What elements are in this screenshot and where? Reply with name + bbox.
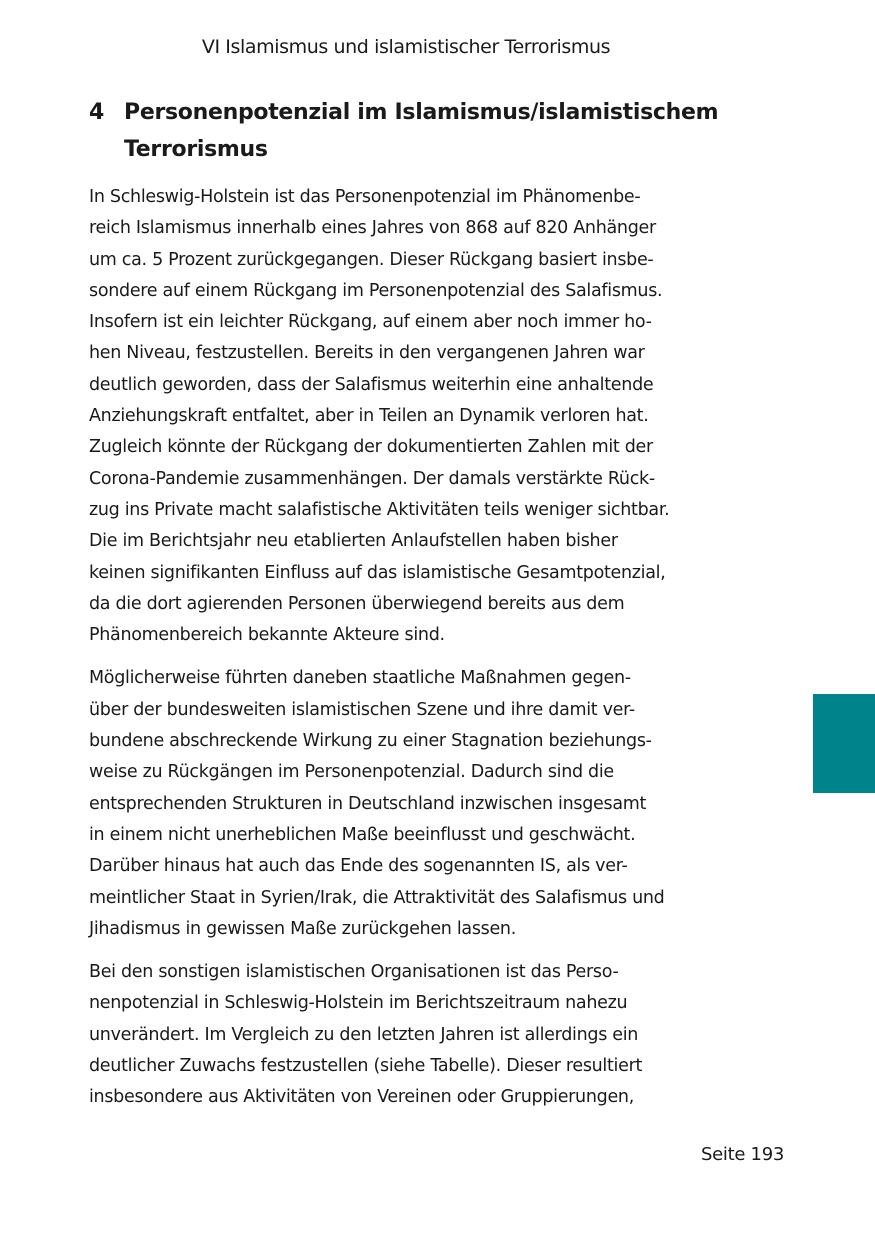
running-header: VI Islamismus und islamistischer Terrorismus [201,36,611,58]
text-line: insbesondere aus Aktivitäten von Vereinen oder Gruppierungen, [89,1087,634,1108]
section-heading [89,94,779,168]
section-number: 4 [89,100,105,125]
text-line: Anziehungskraft entfaltet, aber in Teilen an Dynamik verloren hat. [89,406,649,427]
text-line: in einem nicht unerheblichen Maße beeinflusst und geschwächt. [89,824,636,845]
text-line: Darüber hinaus hat auch das Ende des sogenannten IS, als ver- [89,856,628,877]
text-line: Corona-Pandemie zusammenhängen. Der damals verstärkte Rück- [89,468,655,489]
text-line: Insofern ist ein leichter Rückgang, auf einem aber noch immer ho- [89,312,652,333]
text-line: Zugleich könnte der Rückgang der dokumentierten Zahlen mit der [89,437,653,458]
page-number: Seite 193 [700,1144,784,1165]
text-line: über der bundesweiten islamistischen Szene und ihre damit ver- [89,699,635,720]
body-text [89,182,749,1114]
text-line: Bei den sonstigen islamistischen Organisationen ist das Perso- [89,962,619,983]
text-line: weise zu Rückgängen im Personenpotenzial. Dadurch sind die [89,762,614,783]
text-line: In Schleswig-Holstein ist das Personenpotenzial im Phänomenbe- [89,187,641,207]
text-line: nenpotenzial in Schleswig-Holstein im Berichtszeitraum nahezu [89,993,628,1014]
paragraph [89,663,749,945]
text-line: reich Islamismus innerhalb eines Jahres von 868 auf 820 Anhänger [89,218,656,239]
text-line: entsprechenden Strukturen in Deutschland inzwischen insgesamt [89,793,647,814]
text-line: da die dort agierenden Personen überwiegend bereits aus dem [89,593,625,614]
text-line: um ca. 5 Prozent zurückgegangen. Dieser Rückgang basiert insbe- [89,249,654,270]
paragraph [89,182,749,651]
text-line: Die im Berichtsjahr neu etablierten Anlaufstellen haben bisher [89,531,618,552]
text-line: unverändert. Im Vergleich zu den letzten Jahren ist allerdings ein [89,1024,639,1045]
text-line: bundene abschreckende Wirkung zu einer Stagnation beziehungs- [89,731,652,752]
text-line: Phänomenbereich bekannte Akteure sind. [89,625,445,646]
section-title-line: Personenpotenzial im Islamismus/islamistischem [124,100,719,125]
text-line: deutlicher Zuwachs festzustellen (siehe Tabelle). Dieser resultiert [89,1056,643,1077]
text-line: hen Niveau, festzustellen. Bereits in den vergangenen Jahren war [89,343,645,364]
text-line: keinen signifikanten Einfluss auf das islamistische Gesamtpotenzial, [89,562,666,583]
text-line: sondere auf einem Rückgang im Personenpotenzial des Salafismus. [89,280,663,301]
section-title-line: Terrorismus [124,137,268,162]
chapter-tab-marker [813,694,875,793]
text-line: zug ins Private macht salafistische Aktivitäten teils weniger sichtbar. [89,499,670,520]
text-line: Jihadismus in gewissen Maße zurückgehen lassen. [89,918,516,939]
paragraph [89,957,749,1113]
text-line: deutlich geworden, dass der Salafismus weiterhin eine anhaltende [89,374,654,395]
text-line: meintlicher Staat in Syrien/Irak, die Attraktivität des Salafismus und [89,887,665,908]
text-line: Möglicherweise führten daneben staatliche Maßnahmen gegen- [89,668,631,689]
